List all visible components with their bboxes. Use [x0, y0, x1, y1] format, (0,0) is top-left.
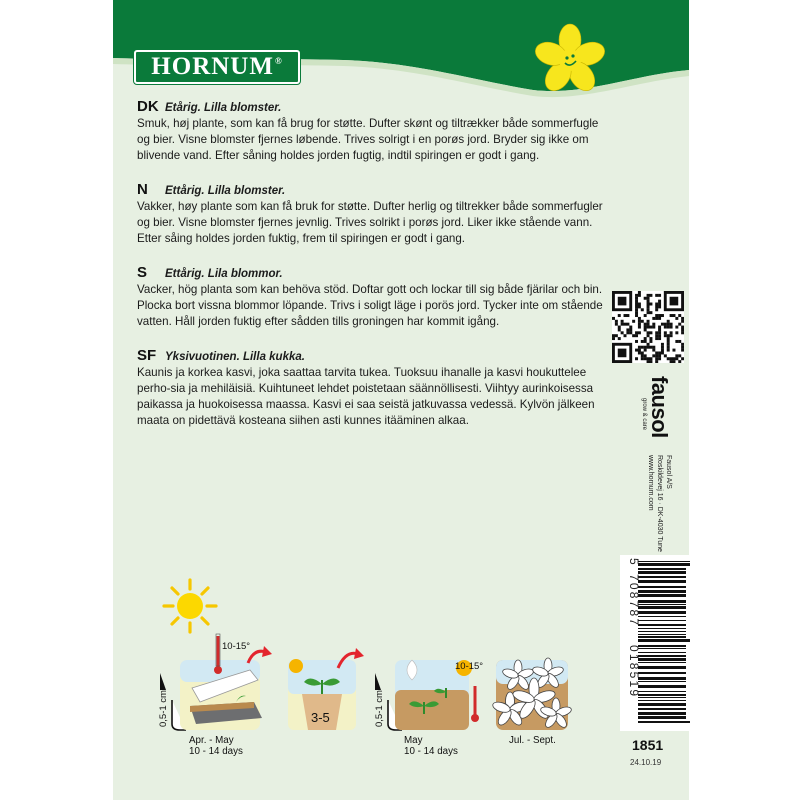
barcode-group2: 018519 [627, 645, 641, 699]
section-s [137, 265, 607, 330]
section-subtitle: Ettårig. Lila blommor. [165, 268, 283, 280]
section-subtitle: Ettårig. Lilla blomster. [165, 185, 286, 197]
sowing-guide [150, 628, 590, 734]
step-3-period: May [404, 735, 423, 746]
fausol-logo: fausol [647, 376, 672, 438]
distributor-website: www.hornum.com [647, 455, 654, 511]
section-code: SF [137, 347, 157, 364]
hornum-logo [134, 50, 300, 84]
outdoor-temperature: 10-15° [455, 661, 484, 672]
hornum-logo-text: HORNUM [151, 53, 274, 80]
barcode-first-digit: 5 [627, 558, 641, 566]
section-subtitle: Etårig. Lilla blomster. [165, 102, 282, 114]
step-3-duration: 10 - 14 days [404, 746, 458, 757]
section-code: N [137, 181, 148, 198]
section-subtitle: Yksivuotinen. Lilla kukka. [165, 351, 305, 363]
distributor-name: Fausol A/S [665, 455, 672, 489]
indoor-sowing-tray-icon [160, 634, 272, 730]
step-1-caption [189, 735, 243, 757]
section-body: Kaunis ja korkea kasvi, joka saattaa tarvita tukea. Tuoksuu ihanalle ja kasvi houkuttelee perho-sia ja mehiläisiä. Kuihtuneet lehdet poistetaan säännöllisesti. Viihtyy aurinkoisessa paikassa ja huokoisessa maassa. Kasvi ei saa seistä jatkuvassa vedessä. Kylvön jälkeen maata on pidettävä kosteana siihen asti kunnes itääminen alkaa. [137, 366, 595, 428]
section-code: S [137, 264, 148, 281]
flowering-icon [491, 658, 572, 730]
section-body: Vacker, hög planta som kan behöva stöd. Doftar gott och lockar till sig både fjärilar och bin. Plocka bort vissna blommor löpande. Trivs i soligt läge i porös jord. Tycker inte om stående vatten. Håll jorden fuktig efter sådden tills groningen har kommit igång. [137, 283, 603, 329]
print-date: 24.10.19 [630, 758, 662, 767]
barcode-group1: 708787 [627, 574, 641, 628]
transplant-count: 3-5 [311, 710, 330, 725]
step-4-period: Jul. - Sept. [509, 735, 556, 746]
distributor-address: Roskildevej 16 · DK-4030 Tune [656, 455, 663, 552]
depth-label: 0,5-1 cm [158, 690, 169, 727]
section-code: DK [137, 98, 159, 115]
indoor-temperature: 10-15° [222, 641, 251, 652]
section-dk [137, 99, 607, 164]
depth-label-outdoor: 0,5-1 cm [374, 690, 385, 727]
step-1-duration: 10 - 14 days [189, 746, 243, 757]
section-n [137, 182, 607, 247]
section-sf [137, 348, 607, 429]
sun-icon [160, 576, 220, 636]
product-code: 1851 [632, 737, 664, 753]
step-3-caption [404, 735, 458, 757]
registered-mark: ® [274, 56, 283, 66]
section-body: Vakker, høy plante som kan få bruk for støtte. Dufter herlig og tiltrekker både sommerfugler og bier. Visne blomster fjernes jevnlig. Trives solrikt i porøs jord. Liker ikke stående vann. Etter såing holdes jorden fuktig, frem til spiringen er godt i gang. [137, 200, 603, 246]
section-body: Smuk, høj plante, som kan få brug for støtte. Dufter skønt og tiltrækker både sommerfugle og bier. Visne blomster fjernes løbende. Trives solrigt i en porøs jord. Bryder sig ikke om blivende vand. Efter såning holdes jorden fugtig, indtil spiringen er godt i gang. [137, 117, 599, 163]
step-1-period: Apr. - May [189, 735, 234, 746]
qr-code [612, 291, 684, 363]
fausol-tagline: grow & care [641, 398, 647, 431]
step-4-caption [509, 735, 556, 746]
